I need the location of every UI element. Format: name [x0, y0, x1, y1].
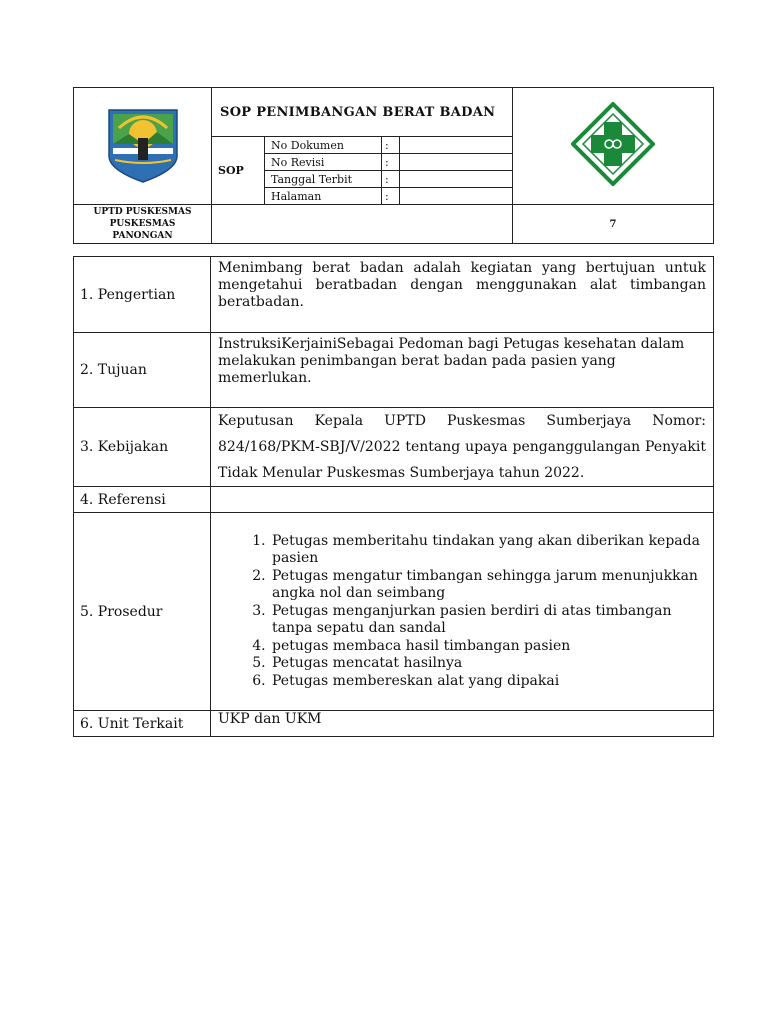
text-kebijakan: Keputusan Kepala UPTD Puskesmas Sumberjaya Nomor: 824/168/PKM-SBJ/V/2022 tentang upaya penganggulangan Penyakit Tidak Menular Puskesmas Sumberjaya tahun 2022. [211, 408, 714, 487]
label-kebijakan: 3. Kebijakan [74, 408, 211, 487]
label-tujuan: 2. Tujuan [74, 333, 211, 408]
meta-label-no-revisi: No Revisi [265, 154, 382, 171]
meta-value-tanggal-terbit [400, 171, 513, 188]
text-pengertian: Menimbang berat badan adalah kegiatan yang bertujuan untuk mengetahui beratbadan dengan menggunakan alat timbangan beratbadan. [211, 257, 714, 333]
prosedur-step: 5. Petugas mencatat hasilnya [270, 655, 706, 673]
row-kebijakan [74, 408, 714, 487]
prosedur-step: 2. Petugas mengatur timbangan sehingga jarum menunjukkan angka nol dan seimbang [270, 568, 706, 603]
label-prosedur: 5. Prosedur [74, 513, 211, 711]
prosedur-step: 3. Petugas menganjurkan pasien berdiri di atas timbangan tanpa sepatu dan sandal [270, 603, 706, 638]
meta-label-tanggal-terbit: Tanggal Terbit [265, 171, 382, 188]
puskesmas-cross-icon [571, 102, 655, 186]
text-unit-terkait: UKP dan UKM [211, 711, 714, 737]
row-unit-terkait [74, 711, 714, 737]
label-referensi: 4. Referensi [74, 487, 211, 513]
row-referensi [74, 487, 714, 513]
prosedur-cell [211, 513, 714, 711]
unit-line-3: PANONGAN [112, 231, 173, 241]
meta-colon: : [382, 154, 400, 171]
text-tujuan: InstruksiKerjainiSebagai Pedoman bagi Petugas kesehatan dalam melakukan penimbangan berat badan pada pasien yang memerlukan. [211, 333, 714, 408]
prosedur-step: 1. Petugas memberitahu tindakan yang akan diberikan kepada pasien [270, 533, 706, 568]
puskesmas-logo-cell [513, 88, 714, 205]
sop-header-table [73, 87, 714, 244]
row-prosedur [74, 513, 714, 711]
row-tujuan [74, 333, 714, 408]
sop-content-table [73, 256, 714, 737]
empty-cell [212, 205, 513, 244]
row-pengertian [74, 257, 714, 333]
meta-value-halaman [400, 188, 513, 205]
meta-colon: : [382, 171, 400, 188]
document-title: SOP PENIMBANGAN BERAT BADAN [212, 88, 513, 137]
page-number: 7 [513, 205, 714, 244]
sop-label: SOP [212, 137, 265, 205]
meta-label-no-dokumen: No Dokumen [265, 137, 382, 154]
prosedur-step: 4. petugas membaca hasil timbangan pasien [270, 638, 706, 656]
label-pengertian: 1. Pengertian [74, 257, 211, 333]
label-unit-terkait: 6. Unit Terkait [74, 711, 211, 737]
prosedur-step: 6. Petugas membereskan alat yang dipakai [270, 673, 706, 691]
meta-label-halaman: Halaman [265, 188, 382, 205]
text-referensi [211, 487, 714, 513]
meta-colon: : [382, 188, 400, 205]
regency-emblem-icon [105, 104, 181, 184]
meta-value-no-revisi [400, 154, 513, 171]
meta-colon: : [382, 137, 400, 154]
regency-logo-cell [74, 88, 212, 205]
unit-name [74, 205, 212, 244]
unit-line-2: PUSKESMAS [109, 219, 176, 229]
meta-value-no-dokumen [400, 137, 513, 154]
prosedur-list [218, 533, 706, 691]
unit-line-1: UPTD PUSKESMAS [93, 207, 192, 217]
